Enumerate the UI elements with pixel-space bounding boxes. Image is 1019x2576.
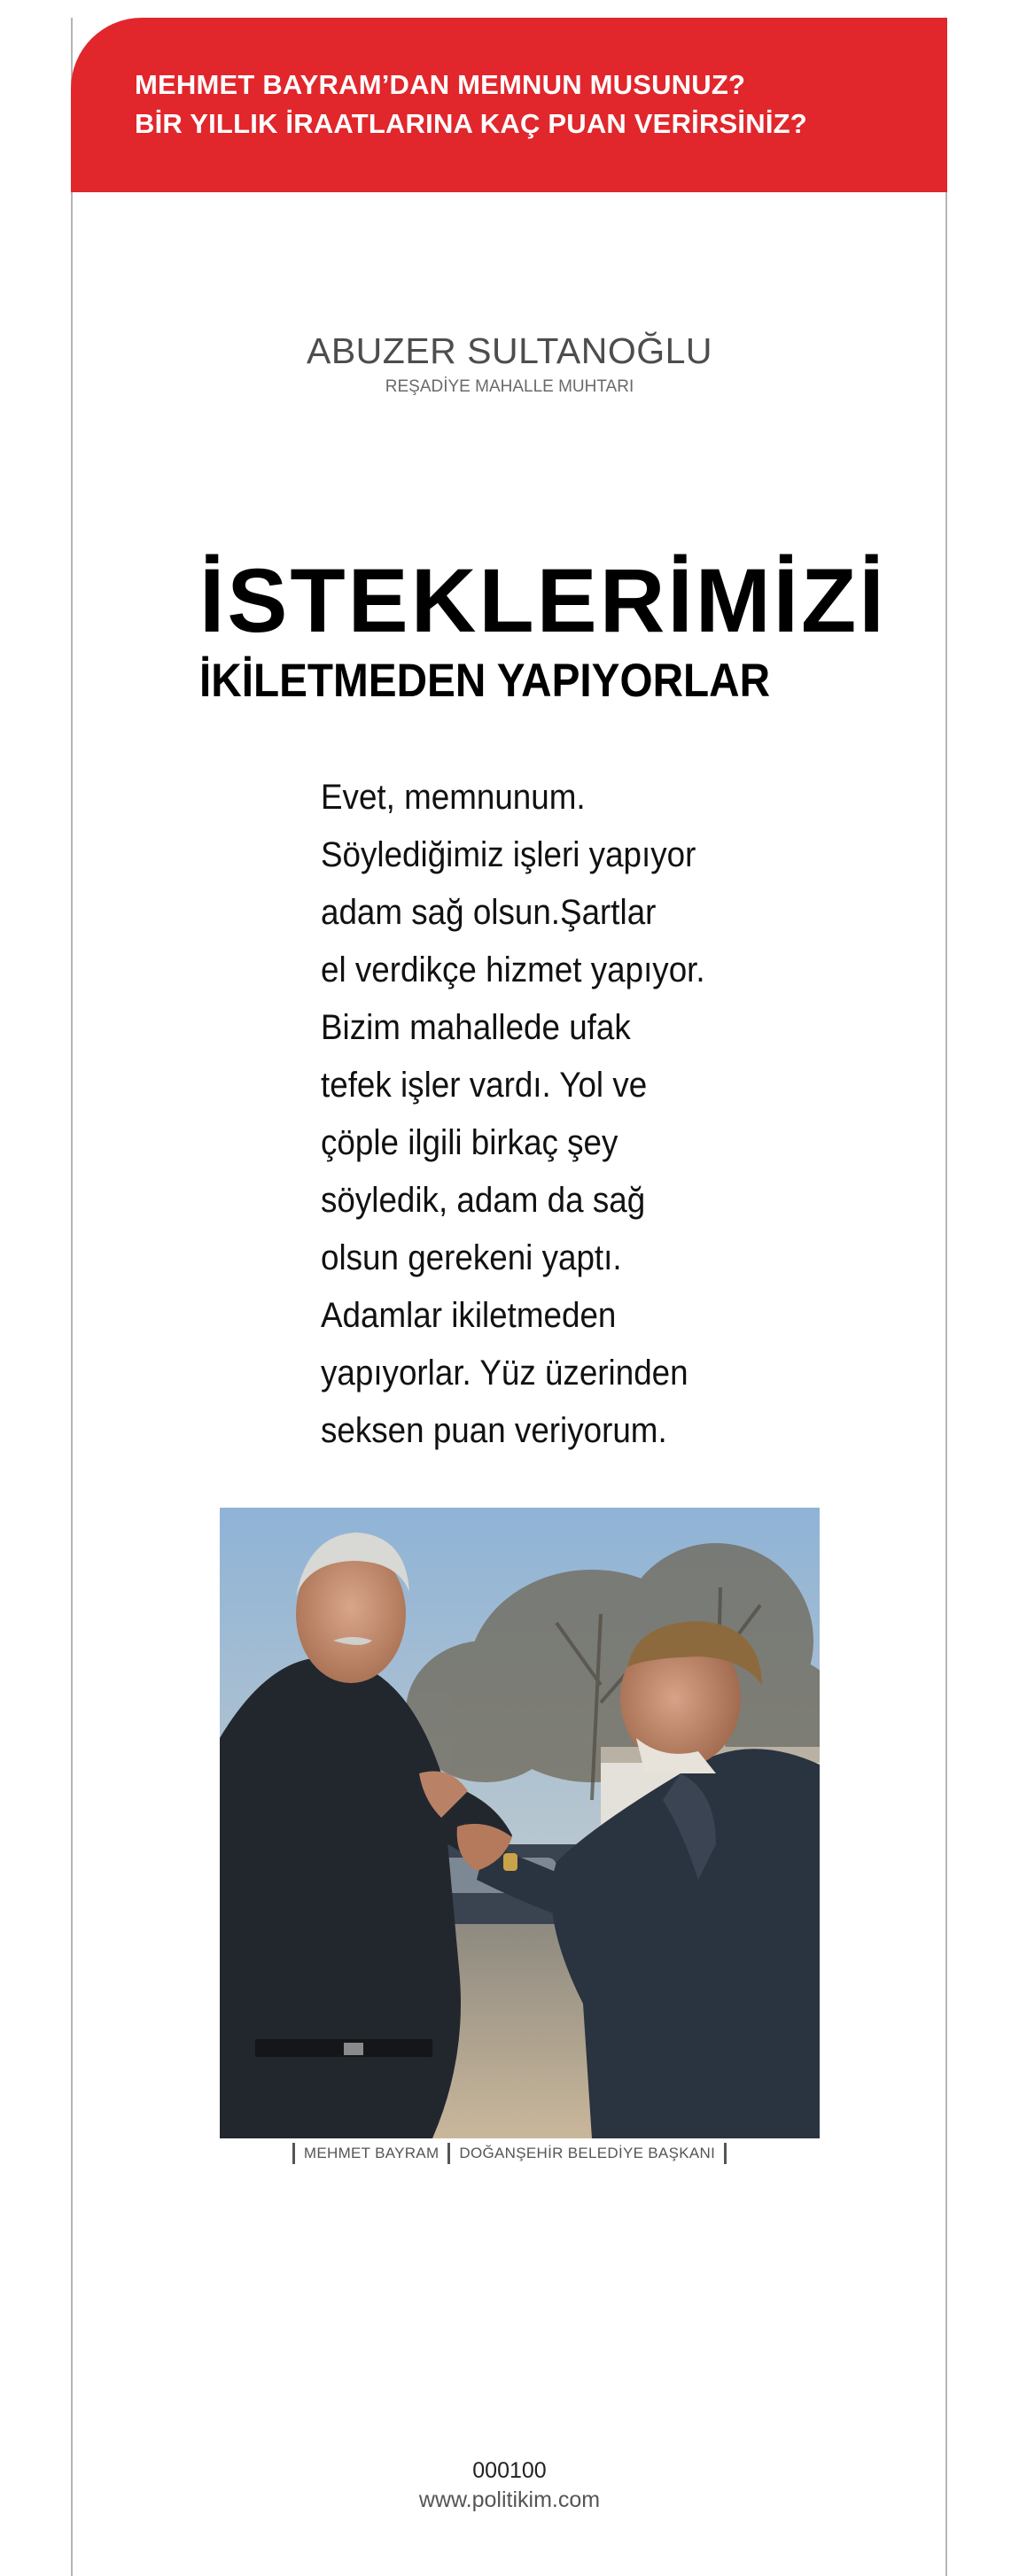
headline (199, 551, 887, 709)
photo-two-men-greeting (220, 1508, 820, 2138)
footer (0, 2456, 1019, 2515)
footer-code: 000100 (472, 2458, 547, 2483)
headline-main: İSTEKLERİMİZİ (199, 550, 887, 651)
quote-line: Söylediğimiz işleri yapıyor (321, 835, 696, 874)
caption-separator (724, 2143, 727, 2164)
footer-website-link[interactable]: www.politikim.com (418, 2487, 601, 2512)
banner-question-line-1: MEHMET BAYRAM’DAN MEMNUN MUSUNUZ? (135, 69, 746, 100)
quote-line: Evet, memnunum. (321, 778, 586, 817)
quote-line: çöple ilgili birkaç şey (321, 1123, 618, 1162)
author-name: ABUZER SULTANOĞLU (306, 330, 713, 371)
quote-body (321, 769, 817, 1460)
quote-line: adam sağ olsun.Şartlar (321, 893, 657, 932)
caption-separator (447, 2143, 450, 2164)
quote-line: yapıyorlar. Yüz üzerinden (321, 1354, 688, 1393)
photo-caption (0, 2143, 1019, 2164)
quote-line: el verdikçe hizmet yapıyor. (321, 950, 705, 989)
quote-line: Bizim mahallede ufak (321, 1008, 631, 1047)
caption-person-title: DOĞANŞEHİR BELEDİYE BAŞKANI (459, 2145, 716, 2161)
header-banner (71, 18, 947, 192)
banner-question-line-2: BİR YILLIK İRAATLARINA KAÇ PUAN VERİRSİNİZ? (135, 108, 807, 139)
caption-separator (292, 2143, 295, 2164)
caption-person-name: MEHMET BAYRAM (303, 2145, 439, 2161)
quote-line: Adamlar ikiletmeden (321, 1296, 617, 1335)
author-block (0, 330, 1019, 399)
headline-sub: İKİLETMEDEN YAPIYORLAR (199, 655, 771, 707)
author-role: REŞADİYE MAHALLE MUHTARI (385, 377, 634, 396)
quote-line: seksen puan veriyorum. (321, 1411, 667, 1450)
quote-line: olsun gerekeni yaptı. (321, 1238, 622, 1277)
quote-line: tefek işler vardı. Yol ve (321, 1066, 648, 1105)
quote-line: söyledik, adam da sağ (321, 1181, 646, 1220)
